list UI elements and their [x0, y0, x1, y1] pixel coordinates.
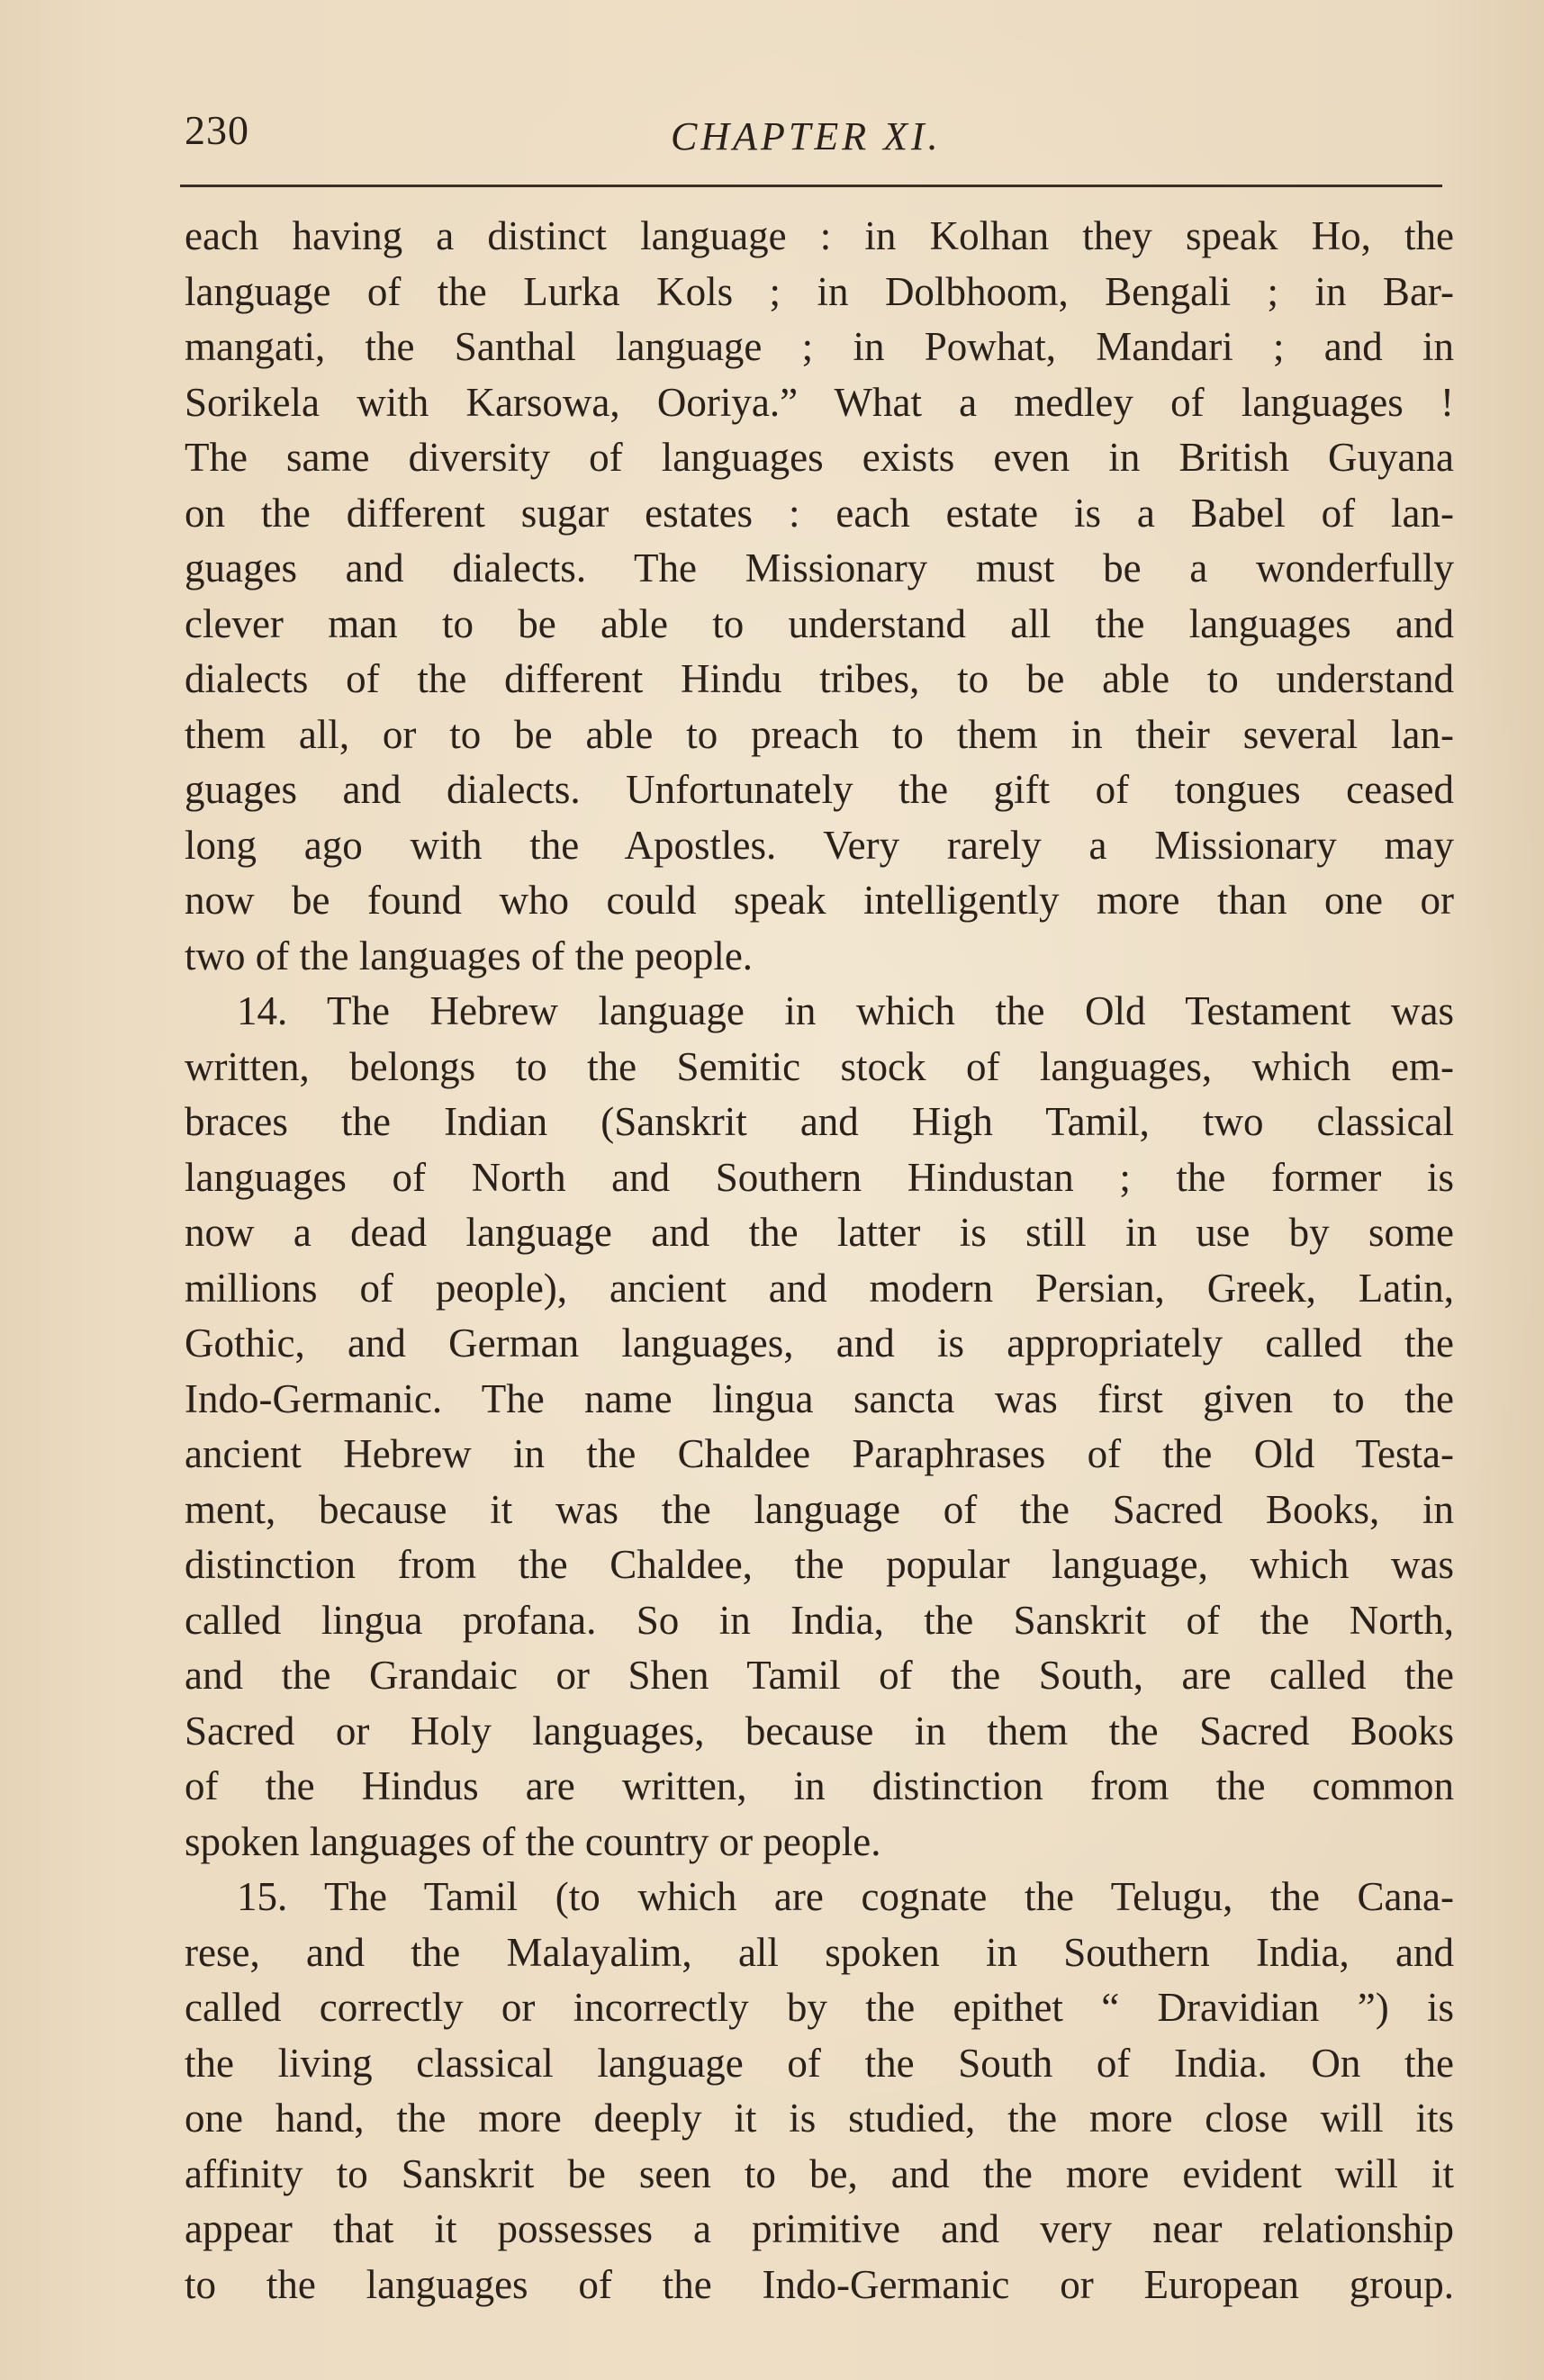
- text-line: ancient Hebrew in the Chaldee Paraphrases of the Old Testa-: [185, 1431, 1454, 1476]
- text-line: written, belongs to the Semitic stock of languages, which em-: [185, 1043, 1454, 1089]
- text-line: languages of North and Southern Hindustan ; the former is: [185, 1154, 1454, 1200]
- text-line: Indo-Germanic. The name lingua sancta was first given to the: [185, 1375, 1454, 1421]
- text-line: on the different sugar estates : each estate is a Babel of lan-: [185, 490, 1454, 536]
- paragraph-14-first-line: 14. The Hebrew language in which the Old Testament was: [237, 988, 1454, 1033]
- text-line: rese, and the Malayalim, all spoken in Southern India, and: [185, 1929, 1454, 1975]
- text-line: Gothic, and German languages, and is appropriately called the: [185, 1321, 1454, 1366]
- text-line: dialects of the different Hindu tribes, to be able to understand: [185, 656, 1454, 701]
- text-line: the living classical language of the South of India. On the: [185, 2040, 1454, 2086]
- text-line: guages and dialects. The Missionary must be a wonderfully: [185, 545, 1454, 590]
- text-line: Sacred or Holy languages, because in them the Sacred Books: [185, 1708, 1454, 1753]
- header-rule: [180, 185, 1442, 187]
- page-number: 230: [185, 107, 249, 153]
- text-line: two of the languages of the people.: [185, 933, 754, 978]
- text-line: spoken languages of the country or people.: [185, 1818, 881, 1864]
- paragraph-15-first-line: 15. The Tamil (to which are cognate the Telugu, the Cana-: [237, 1874, 1454, 1919]
- text-line: now be found who could speak intelligently more than one or: [185, 878, 1454, 923]
- chapter-title: CHAPTER XI.: [671, 114, 942, 158]
- text-line: The same diversity of languages exists even in British Guyana: [185, 435, 1454, 480]
- text-line: long ago with the Apostles. Very rarely a Missionary may: [185, 822, 1454, 868]
- page-header: [185, 106, 1445, 169]
- text-line: Sorikela with Karsowa, Ooriya.” What a medley of languages !: [185, 379, 1454, 425]
- text-line: distinction from the Chaldee, the popular language, which was: [185, 1542, 1454, 1587]
- text-line: affinity to Sanskrit be seen to be, and the more evident will it: [185, 2150, 1454, 2196]
- text-line: each having a distinct language : in Kolhan they speak Ho, the: [185, 213, 1454, 258]
- text-line: to the languages of the Indo-Germanic or European group.: [185, 2261, 1454, 2307]
- text-line: appear that it possesses a primitive and very near relationship: [185, 2206, 1454, 2251]
- text-line: them all, or to be able to preach to them in their several lan-: [185, 711, 1454, 757]
- text-line: clever man to be able to understand all the languages and: [185, 600, 1454, 646]
- text-line: one hand, the more deeply it is studied, the more close will its: [185, 2096, 1454, 2141]
- text-line: language of the Lurka Kols ; in Dolbhoom, Bengali ; in Bar-: [185, 268, 1454, 314]
- text-line: and the Grandaic or Shen Tamil of the South, are called the: [185, 1653, 1454, 1698]
- text-line: of the Hindus are written, in distinction from the common: [185, 1763, 1454, 1808]
- text-line: guages and dialects. Unfortunately the gift of tongues ceased: [185, 767, 1454, 812]
- text-line: now a dead language and the latter is still in use by some: [185, 1210, 1454, 1255]
- text-line: ment, because it was the language of the Sacred Books, in: [185, 1486, 1454, 1532]
- text-line: mangati, the Santhal language ; in Powhat, Mandari ; and in: [185, 324, 1454, 369]
- text-line: called lingua profana. So in India, the Sanskrit of the North,: [185, 1597, 1454, 1643]
- text-line: millions of people), ancient and modern Persian, Greek, Latin,: [185, 1265, 1454, 1311]
- body-text: [185, 209, 1454, 2312]
- text-line: braces the Indian (Sanskrit and High Tamil, two classical: [185, 1099, 1454, 1144]
- text-line: called correctly or incorrectly by the epithet “ Dravidian ”) is: [185, 1985, 1454, 2030]
